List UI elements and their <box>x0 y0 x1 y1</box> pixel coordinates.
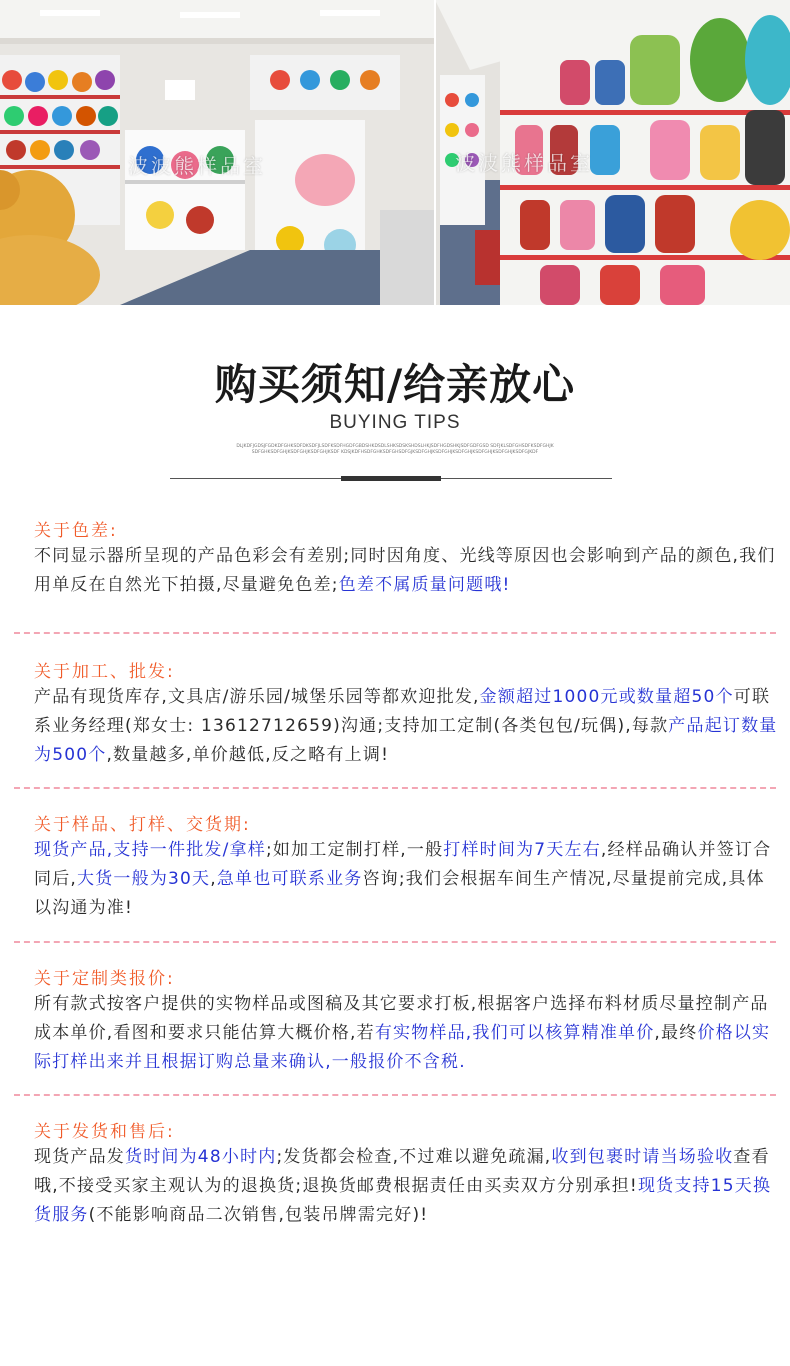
highlight-text: 现货产品,支持一件批发/拿样 <box>34 840 266 860</box>
header-rule-accent <box>341 476 441 481</box>
page-title: 购买须知/给亲放心 <box>214 360 576 409</box>
body-text: 所有款式按客户提供的实物样品或图稿及其它要求打板,根据客户选择布料材质尽量控制产品成本单价,看图和要求只能估算大概价格,若 <box>34 994 769 1043</box>
section-body <box>34 836 779 923</box>
store-photo <box>0 0 790 305</box>
body-text: 不同显示器所呈现的产品色彩会有差别;同时因角度、光线等原因也会影响到产品的颜色,我们用单反在自然光下拍摄,尽量避免色差; <box>34 546 776 595</box>
body-text: ,经样品确认并签订合同后, <box>34 840 772 889</box>
section-title: 关于加工、批发: <box>34 662 175 682</box>
section-body <box>34 683 779 770</box>
section-divider <box>14 941 776 943</box>
watermark-right: 波波熊样品室 <box>455 151 593 175</box>
section-body <box>34 990 779 1077</box>
section-body <box>34 1143 779 1230</box>
body-text: ,数量越多,单价越低,反之略有上调! <box>106 745 390 765</box>
body-text: ;发货都会检查,不过难以避免疏漏, <box>276 1147 552 1167</box>
body-text: 咨询;我们会根据车间生产情况,尽量提前完成,具体以沟通为准! <box>34 869 765 918</box>
decorative-fine-print: DLJKDFJGDSJFGDKDFGHKSDFDKSDFJLSDFKSDFHGDFGBDSHKDSDLSHKSDSKSHDSLHKJSDFHGDSHKJSDFGDFGSD SDFJKLSDFGHSDFKSDFGHJKSDFGHKSDFGHJKSDFGHJKSDFGHJKSDF KDSJKDFHSDFGHKSDFGHSDFGJKSDFGHJKSDFGHJKSDFGHJKSDFGHJKSDFGHJKSDFGJKDF <box>236 444 554 455</box>
body-text: 产品有现货库存,文具店/游乐园/城堡乐园等都欢迎批发, <box>34 687 480 707</box>
section-title: 关于色差: <box>34 521 118 541</box>
highlight-text: 金额超过1000元或数量超50个 <box>479 687 734 707</box>
highlight-text: 打样时间为7天左右 <box>443 840 601 860</box>
highlight-text: 有实物样品,我们可以核算精准单价 <box>374 1023 655 1043</box>
section-divider <box>14 632 776 634</box>
watermark-left: 波波熊样品室 <box>128 154 266 178</box>
body-text: ,最终 <box>654 1023 698 1043</box>
body-text: 现货产品发 <box>34 1147 125 1167</box>
highlight-text: 价格以实际打样出来并且根据订购总量来确认,一般报价不含税. <box>34 1023 771 1072</box>
highlight-text: 收到包裹时请当场验收 <box>551 1147 734 1167</box>
section-body <box>34 542 779 600</box>
body-text: 查看哦,不接受买家主观认为的退换货;退换货邮费根据责任由买卖双方分别承担! <box>34 1147 770 1196</box>
highlight-text: 急单也可联系业务 <box>216 869 363 889</box>
section-title: 关于发货和售后: <box>34 1122 175 1142</box>
highlight-text: 大货一般为30天 <box>77 869 211 889</box>
section-divider <box>14 787 776 789</box>
section-title: 关于样品、打样、交货期: <box>34 815 251 835</box>
section-divider <box>14 1094 776 1096</box>
store-photo-illustration <box>0 0 790 305</box>
body-text: , <box>210 869 217 889</box>
body-text: 可联系业务经理(郑女士: 13612712659)沟通;支持加工定制(各类包包/玩偶),每款 <box>34 687 771 736</box>
page-subtitle: BUYING TIPS <box>329 412 461 433</box>
section-title: 关于定制类报价: <box>34 969 175 989</box>
highlight-text: 现货支持15天换货服务 <box>34 1176 772 1225</box>
highlight-text: 色差不属质量问题哦! <box>338 575 511 595</box>
highlight-text: 产品起订数量为500个 <box>34 716 778 765</box>
highlight-text: 货时间为48小时内 <box>125 1147 277 1167</box>
body-text: ;如加工定制打样,一般 <box>265 840 444 860</box>
body-text: (不能影响商品二次销售,包装吊牌需完好)! <box>88 1205 429 1225</box>
